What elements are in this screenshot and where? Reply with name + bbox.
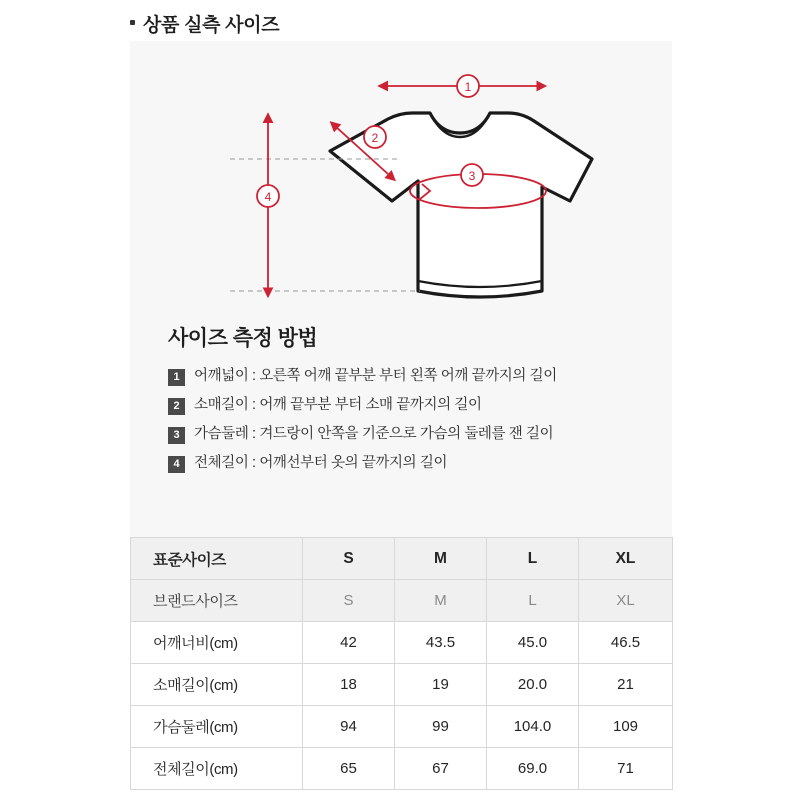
cell-chest-l: 104.0: [487, 706, 579, 748]
table-header-label: 표준사이즈: [131, 538, 303, 580]
table-header-xl: XL: [579, 538, 673, 580]
marker-4: [257, 185, 279, 207]
method-item: [168, 426, 648, 444]
cell-brand-m: M: [395, 580, 487, 622]
cell-total-s: 65: [303, 748, 395, 790]
table-row: [131, 748, 673, 790]
bullet-icon: [130, 20, 135, 25]
svg-text:3: 3: [468, 169, 476, 183]
method-item: [168, 397, 648, 415]
cell-total-l: 69.0: [487, 748, 579, 790]
svg-text:1: 1: [464, 80, 472, 94]
cell-brand-s: S: [303, 580, 395, 622]
table-row: [131, 664, 673, 706]
marker-2: [364, 126, 386, 148]
svg-text:4: 4: [264, 190, 272, 204]
cell-sleeve-l: 20.0: [487, 664, 579, 706]
cell-shoulder-xl: 46.5: [579, 622, 673, 664]
method-text-3: 가슴둘레 : 겨드랑이 안쪽을 기준으로 가슴의 둘레를 잰 길이: [194, 426, 554, 442]
measurement-method-block: [168, 322, 648, 484]
method-text-2: 소매길이 : 어깨 끝부분 부터 소매 끝까지의 길이: [194, 397, 482, 413]
tshirt-diagram: [130, 41, 672, 341]
method-number-4: 4: [168, 456, 185, 473]
method-text-4: 전체길이 : 어깨선부터 옷의 끝까지의 길이: [194, 455, 448, 471]
method-number-3: 3: [168, 427, 185, 444]
row-label-shoulder: 어깨너비(cm): [131, 622, 303, 664]
page-title: [130, 10, 279, 37]
cell-total-xl: 71: [579, 748, 673, 790]
cell-sleeve-xl: 21: [579, 664, 673, 706]
cell-chest-s: 94: [303, 706, 395, 748]
method-number-2: 2: [168, 398, 185, 415]
cell-chest-m: 99: [395, 706, 487, 748]
row-label-brand-size: 브랜드사이즈: [131, 580, 303, 622]
cell-total-m: 67: [395, 748, 487, 790]
table-header-m: M: [395, 538, 487, 580]
cell-chest-xl: 109: [579, 706, 673, 748]
cell-shoulder-l: 45.0: [487, 622, 579, 664]
method-item: [168, 455, 648, 473]
row-label-chest: 가슴둘레(cm): [131, 706, 303, 748]
table-header-row: [131, 538, 673, 580]
cell-sleeve-m: 19: [395, 664, 487, 706]
page-title-text: 상품 실측 사이즈: [143, 15, 280, 36]
method-item: [168, 368, 648, 386]
cell-brand-xl: XL: [579, 580, 673, 622]
method-text-1: 어깨넓이 : 오른쪽 어깨 끝부분 부터 왼쪽 어깨 끝까지의 길이: [194, 368, 557, 384]
method-title: 사이즈 측정 방법: [168, 327, 318, 350]
table-row: [131, 622, 673, 664]
cell-shoulder-m: 43.5: [395, 622, 487, 664]
cell-shoulder-s: 42: [303, 622, 395, 664]
row-label-sleeve: 소매길이(cm): [131, 664, 303, 706]
size-table: [130, 537, 673, 790]
cell-brand-l: L: [487, 580, 579, 622]
marker-1: [457, 75, 479, 97]
table-header-l: L: [487, 538, 579, 580]
marker-3: [461, 164, 483, 186]
table-row: [131, 580, 673, 622]
cell-sleeve-s: 18: [303, 664, 395, 706]
table-row: [131, 706, 673, 748]
method-number-1: 1: [168, 369, 185, 386]
svg-text:2: 2: [371, 131, 379, 145]
row-label-total-length: 전체길이(cm): [131, 748, 303, 790]
table-header-s: S: [303, 538, 395, 580]
